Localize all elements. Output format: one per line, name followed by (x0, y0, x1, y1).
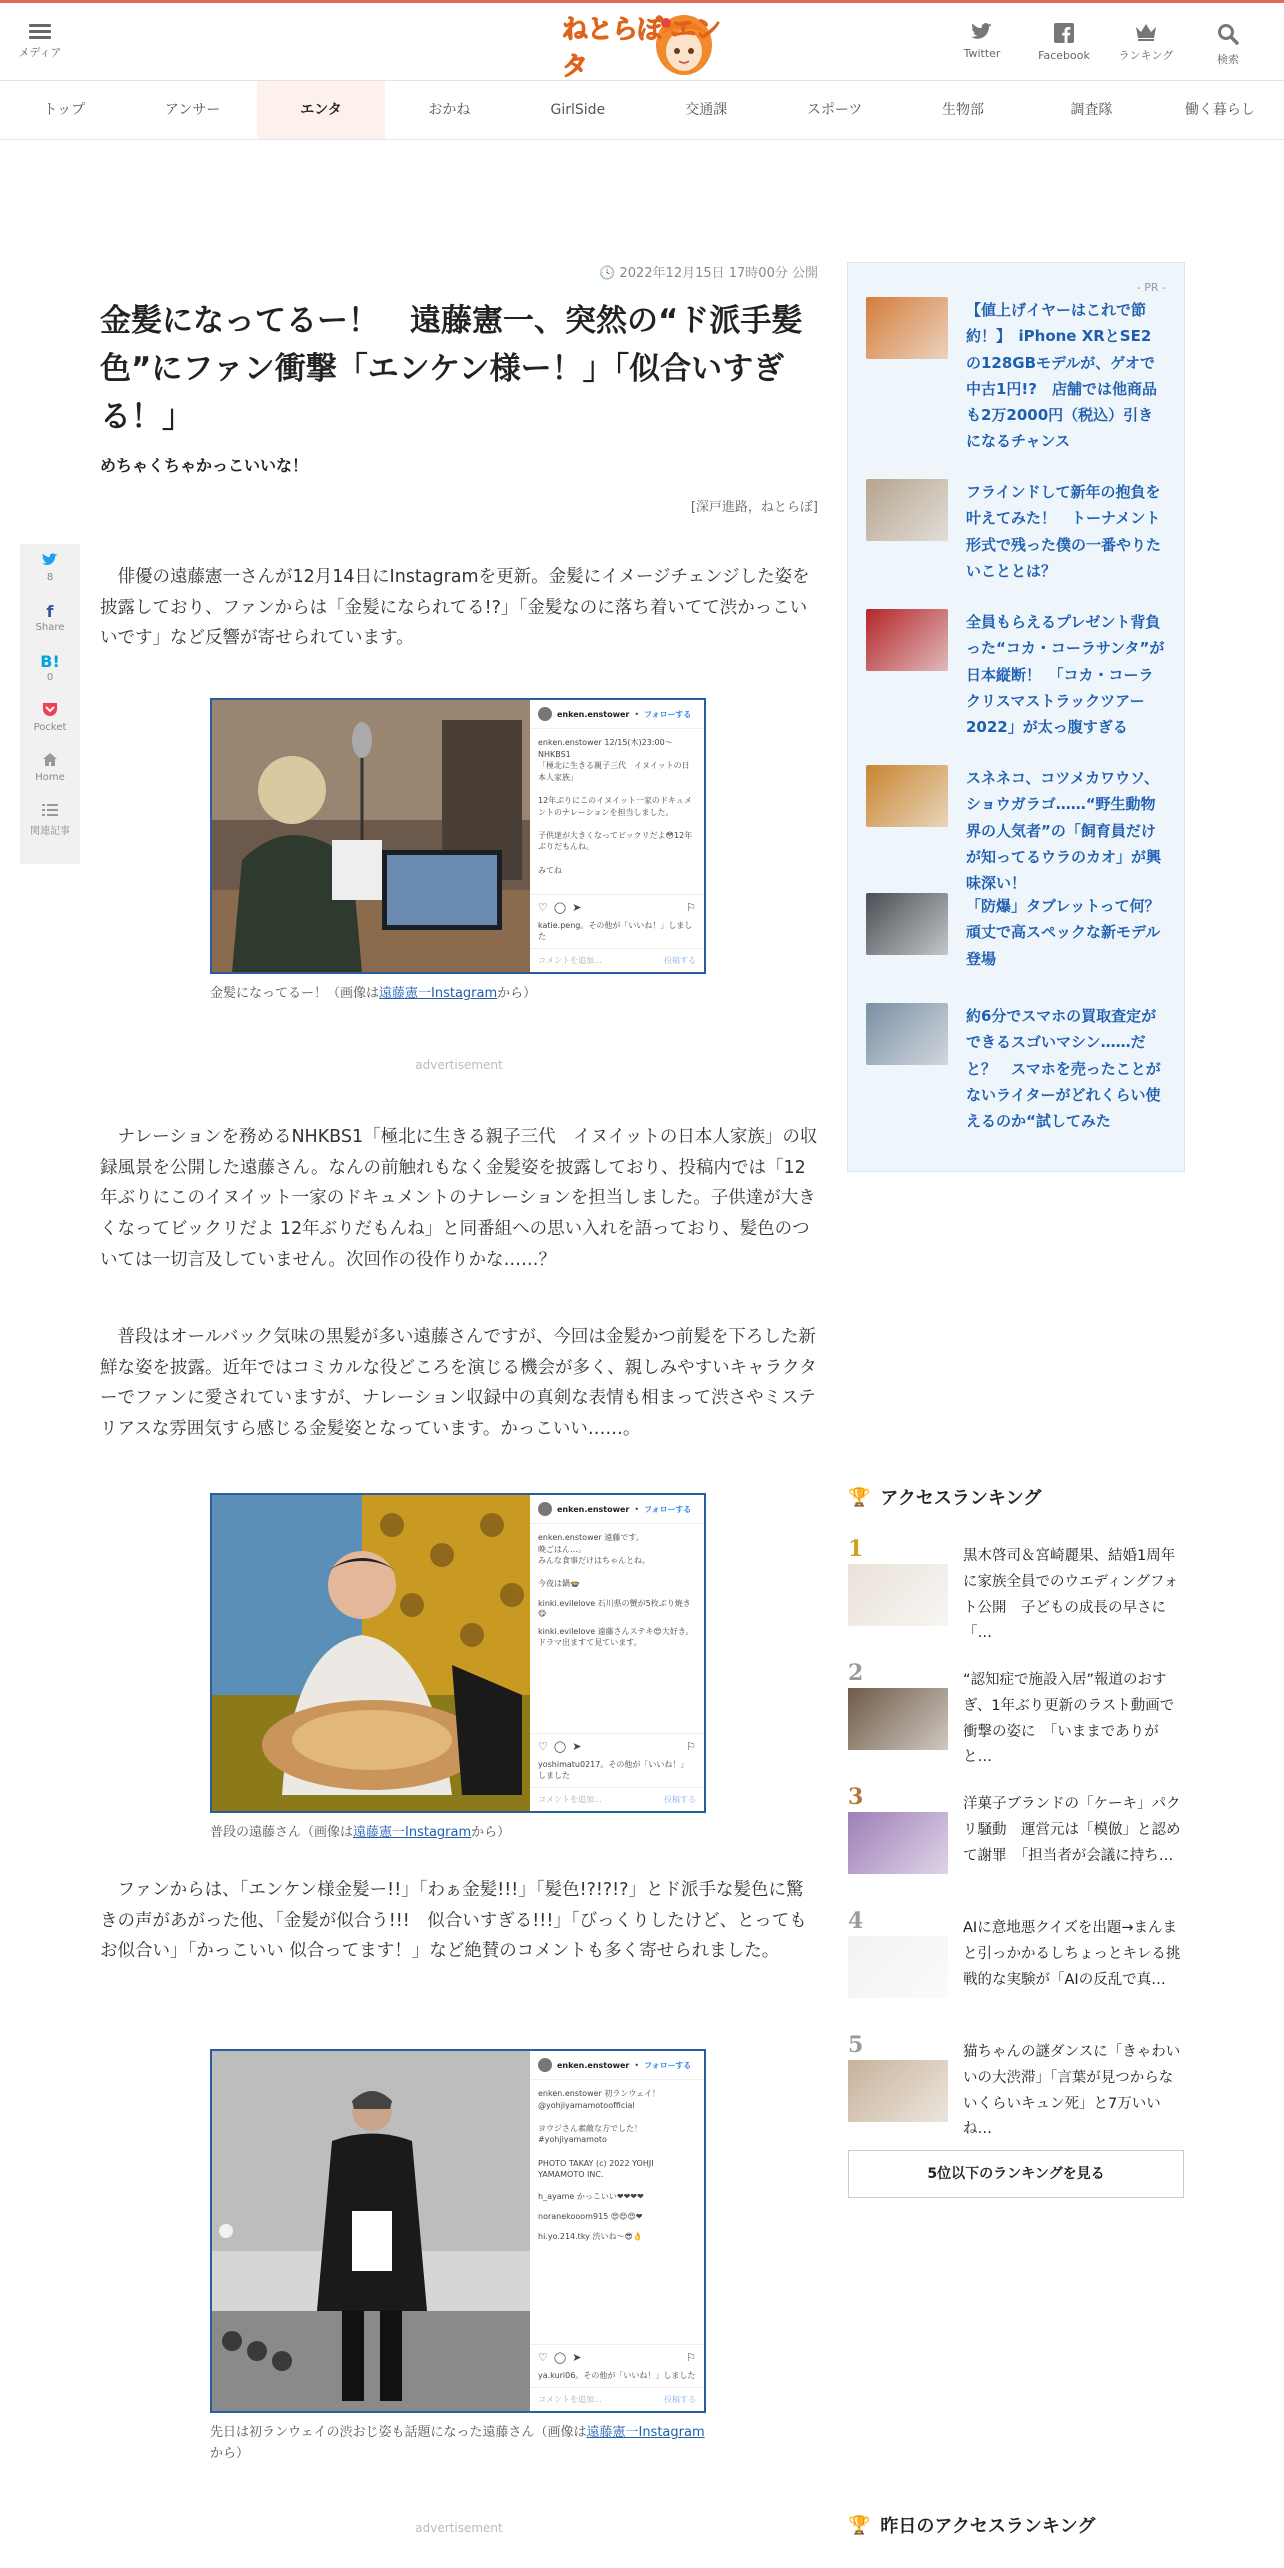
rank-number: 2 (848, 1660, 864, 1686)
comment-icon[interactable]: ◯ (553, 901, 567, 914)
nav-item-chousatai[interactable]: 調査隊 (1070, 102, 1113, 118)
advertisement-label: advertisement (415, 1058, 503, 1072)
header-search-button[interactable] (1190, 19, 1266, 67)
post-comment-button[interactable]: 投稿する (664, 1795, 696, 1804)
article-figure (210, 1493, 706, 1844)
list-icon (20, 794, 80, 822)
comment-input[interactable]: コメントを追加... (538, 1795, 602, 1804)
ranking-item[interactable] (848, 1660, 1188, 1771)
pr-sidebar (847, 262, 1185, 1172)
facebook-icon: f (46, 602, 54, 621)
twitter-share-count: 8 (46, 572, 54, 583)
ranking-item-title: “認知症で施設入居”報道のおすぎ、1年ぶり更新のラスト動画で衝撃の姿に 「いままでありがと… (963, 1672, 1175, 1766)
instagram-embed[interactable] (210, 1493, 706, 1813)
hatena-icon: B! (40, 652, 60, 671)
hamburger-icon (29, 24, 51, 39)
article-title: 金髪になってるー！ 遠藤憲一、突然の“ド派手髪色”にファン衝撃「エンケン様ー！」「似合いすぎる！」 (100, 303, 803, 436)
nav-item-hataraku[interactable]: 働く暮らし (1184, 102, 1255, 118)
ranking-thumbnail (848, 1936, 948, 1998)
facebook-label: Facebook (1038, 49, 1090, 62)
instagram-comment: h_ayame かっこいい❤❤❤❤ (538, 2191, 644, 2201)
media-menu-button[interactable] (16, 21, 64, 60)
instagram-actions (530, 2345, 704, 2370)
instagram-actions (530, 895, 704, 920)
related-articles-button[interactable] (20, 794, 80, 844)
share-icon[interactable]: ➤ (572, 1740, 582, 1753)
dinner-photo (212, 1495, 530, 1811)
article-paragraph: ファンからは、「エンケン様金髪ー!!」「わぁ金髪!!!」「髪色!?!?!?」とド派手な髪色に驚きの声があがった他、「金髪が似合う!!! 似合いすぎる!!!」「びっくりしたけど、とってもお似合い」「かっこいい 似合ってます！」など絶賛のコメントも多く寄せられました。 (100, 1880, 807, 1962)
ranking-item[interactable] (848, 1908, 1188, 1998)
bookmark-icon[interactable]: ⚐ (686, 1740, 696, 1753)
article-paragraph: ナレーションを務めるNHKBS1「極北に生きる親子三代 イヌイットの日本人家族」の収録風景を公開した遠藤さん。なんの前触れもなく金髪姿を披露しており、投稿内では「12年ぶりにこのイヌイット一家のドキュメントのナレーションを担当しました。子供達が大きくなってビックリだよ 12年ぶりだもんね」と同番組への思い入れを語っており、髪色のついては一切言及していません。次回作の役作りかな……？ (100, 1127, 818, 1270)
heart-icon[interactable]: ♡ (538, 901, 548, 914)
liked-by-text: ya.kuri06。その他が「いいね！」しました (538, 2371, 696, 2380)
instagram-comment: hi.yo.214.tky 渋いね〜😎👌 (538, 2231, 643, 2241)
pr-item[interactable] (866, 893, 1166, 972)
pr-thumbnail (866, 609, 948, 671)
access-ranking-heading (848, 1484, 1041, 1510)
related-label: 関連記事 (30, 826, 70, 837)
pr-thumbnail (866, 297, 948, 359)
instagram-username[interactable]: enken.enstower (557, 1504, 630, 1514)
bookmark-icon[interactable]: ⚐ (686, 2351, 696, 2364)
ranking-item-title: 猫ちゃんの謎ダンスに「きゃわいいの大渋滞」「言葉が見つからないくらいキュン死」と7万いいね… (963, 2044, 1181, 2138)
pr-item-title: 全員もらえるプレゼント背負った“コカ・コーラサンタ”が日本縦断！ 「コカ・コーラ クリスマストラックツアー2022」が太っ腹すぎる (966, 613, 1169, 736)
yesterday-ranking-title: 昨日のアクセスランキング (880, 2516, 1096, 2537)
instagram-post-text: enken.enstower 遠藤です。 晩ごはん…。 みんな食事だけはちゃんとね。 今夜は鍋🍲 (538, 1533, 650, 1589)
nav-item-enta[interactable]: エンタ (257, 81, 385, 139)
pr-item-title: スネネコ、コツメカワウソ、ショウガラゴ……“野生動物界の人気者”の「飼育員だけが知ってるウラのカオ」が興味深い！ (966, 769, 1162, 892)
rank-number: 1 (848, 1536, 864, 1562)
pr-item[interactable] (866, 609, 1169, 740)
facebook-icon (1054, 23, 1074, 43)
pr-item-title: 【値上げイヤーはこれで節約！】 iPhone XRとSE2の128GBモデルが、ゲオで中古1円!? 店舗では他商品も2万2000円（税込）引きになるチャンス (966, 301, 1157, 451)
site-logo[interactable] (556, 5, 736, 82)
home-label: Home (35, 772, 65, 783)
ranking-item-title: AIに意地悪クイズを出題→まんまと引っかかるしちょっとキレる挑戦的な実験が「AIの反乱で真… (963, 1920, 1181, 1988)
follow-button[interactable]: フォローする (644, 2060, 692, 2070)
search-icon (1217, 23, 1239, 45)
pr-item-title: 約6分でスマホの買取査定ができるスゴいマシン……だと？ スマホを売ったことがないライターがどれくらい使えるのか“試してみた (966, 1007, 1161, 1130)
facebook-share-label: Share (35, 622, 65, 633)
publish-date (100, 262, 818, 281)
trophy-icon: 🏆 (848, 2514, 871, 2536)
heart-icon[interactable]: ♡ (538, 1740, 548, 1753)
ranking-label: ランキング (1118, 49, 1174, 62)
instagram-link[interactable]: 遠藤憲一Instagram (353, 1825, 472, 1840)
figure-caption: 金髪になってるー！（画像は遠藤憲一Instagramから） (210, 986, 537, 1001)
ranking-thumbnail (848, 1812, 948, 1874)
rank-number: 4 (848, 1908, 864, 1934)
home-icon (20, 744, 80, 772)
ranking-item[interactable] (848, 1784, 1188, 1874)
header-facebook-button[interactable] (1026, 19, 1102, 67)
ranking-item-title: 黒木啓司＆宮崎麗果、結婚1周年に家族全員でのウエディングフォト公開 子どもの成長の早さに「… (963, 1548, 1179, 1642)
instagram-username[interactable]: enken.enstower (557, 709, 630, 719)
yesterday-ranking-heading (848, 2512, 1095, 2538)
share-icon[interactable]: ➤ (572, 2351, 582, 2364)
header-ranking-button[interactable] (1108, 19, 1184, 67)
pr-thumbnail (866, 479, 948, 541)
share-hatena-button[interactable] (20, 644, 80, 694)
instagram-comment: kinki.evilelove 遠藤さんステキ😍大好き。ドラマ出ますて見ています。 (538, 1626, 694, 1647)
article-paragraph: 普段はオールバック気味の黒髪が多い遠藤さんですが、今回は金髪かつ前髪を下ろした新鮮な姿を披露。近年ではコミカルな役どころを演じる機会が多く、親しみやすいキャラクターでファンに愛されていますが、ナレーション収録中の真剣な表情も相まって渋さやミステリアスな雰囲気すら感じる金髪姿となっています。かっこいい……。 (100, 1327, 817, 1439)
nav-item-girlside[interactable]: GirlSide (550, 102, 606, 118)
instagram-link[interactable]: 遠藤憲一Instagram (586, 2425, 705, 2440)
instagram-post-panel: enken.enstower • フォローする enken.enstower 遠藤です。 晩ごはん…。 みんな食事だけはちゃんとね。 今夜は鍋🍲 kinki.evilelove 石川県の蟹が5枚ぶり焼き😋 kinki.evilelove 遠藤さんステキ😍大好き。ドラマ出ますて見ています。 ♡ ◯ ➤ ⚐ yoshimatu0217。その他が「いいね！」しました コメントを追加... 投稿する (530, 1495, 704, 1811)
pocket-icon (20, 694, 80, 722)
pr-item[interactable] (866, 479, 1166, 584)
rank-number: 5 (848, 2032, 864, 2058)
pr-thumbnail (866, 765, 948, 827)
figure-caption: 先日は初ランウェイの渋おじ姿も話題になった遠藤さん（画像は遠藤憲一Instagramから） (210, 2425, 705, 2461)
logo-text: ねとらぼ エンタ (562, 15, 721, 82)
follow-button[interactable]: フォローする (644, 1504, 692, 1514)
category-nav (0, 81, 1284, 140)
instagram-post-panel: enken.enstower • フォローする enken.enstower 12/15(木)23:00〜 NHKBS1 「極北に生きる親子三代 イヌイットの日本人家族」 12年ぶりにこのイヌイット一家のドキュメントのナレーションを担当しました。 子供達が大きくなってビックリだよ😳12年ぶりだもんね。 みてね ♡ ◯ ➤ ⚐ katie.peng。その他が「いいね！」しました コメントを追加... 投稿する (530, 700, 704, 972)
article-paragraph: 俳優の遠藤憲一さんが12月14日にInstagramを更新。金髪にイメージチェンジした姿を披露しており、ファンからは「金髪になられてる!?」「金髪なのに落ち着いてて渋かっこいいです」など反響が寄せられています。 (100, 567, 810, 649)
pr-thumbnail (866, 1003, 948, 1065)
instagram-actions (530, 1734, 704, 1759)
instagram-post-text: enken.enstower 12/15(木)23:00〜 NHKBS1 「極北に生きる親子三代 イヌイットの日本人家族」 12年ぶりにこのイヌイット一家のドキュメントのナレーションを担当しました。 子供達が大きくなってビックリだよ😳12年ぶりだもんね。 みてね (538, 738, 693, 875)
home-button[interactable] (20, 744, 80, 794)
post-comment-button[interactable]: 投稿する (664, 956, 696, 965)
byline: [深戸進路，ねとらぼ] (690, 500, 818, 516)
hatena-count: 0 (46, 672, 54, 683)
post-comment-button[interactable]: 投稿する (664, 2395, 696, 2404)
trophy-icon: 🏆 (848, 1486, 871, 1508)
twitter-icon (971, 23, 993, 41)
ranking-item[interactable] (848, 2032, 1188, 2143)
site-header (0, 3, 1284, 81)
pocket-label: Pocket (33, 722, 67, 733)
instagram-link[interactable]: 遠藤憲一Instagram (379, 986, 498, 1001)
advertisement-label: advertisement (415, 2521, 503, 2535)
follow-button[interactable]: フォローする (644, 709, 692, 719)
nav-item-top[interactable]: トップ (43, 102, 85, 118)
share-bar (20, 544, 80, 864)
comment-icon[interactable]: ◯ (553, 2351, 567, 2364)
twitter-icon (20, 544, 80, 572)
ranking-thumbnail (848, 2060, 948, 2122)
nav-item-answer[interactable]: アンサー (164, 102, 221, 118)
rank-number: 3 (848, 1784, 864, 1810)
article-subtitle: めちゃくちゃかっこいいな！ (100, 456, 309, 476)
clock-icon: 🕓 (599, 266, 616, 281)
share-facebook-button[interactable] (20, 594, 80, 644)
instagram-comment: kinki.evilelove 石川県の蟹が5枚ぶり焼き😋 (538, 1598, 691, 1618)
comment-icon[interactable]: ◯ (553, 1740, 567, 1753)
pr-label: - PR - (1136, 281, 1166, 294)
studio-photo (212, 700, 530, 972)
liked-by-text: katie.peng。その他が「いいね！」しました (538, 921, 693, 941)
more-ranking-button[interactable]: 5位以下のランキングを見る (848, 2150, 1184, 2198)
share-pocket-button[interactable] (20, 694, 80, 744)
article-figure (210, 2049, 706, 2465)
ranking-item-title: 洋菓子ブランドの「ケーキ」パクリ騒動 運営元は「模倣」と認めて謝罪 「担当者が会議に持ち… (963, 1796, 1181, 1864)
article (100, 262, 818, 2535)
twitter-label: Twitter (963, 47, 1001, 60)
avatar (538, 1502, 552, 1516)
nav-item-seibutsubu[interactable]: 生物部 (942, 102, 985, 118)
search-label: 検索 (1217, 53, 1239, 66)
runway-photo (212, 2051, 530, 2411)
access-ranking-title: アクセスランキング (880, 1488, 1042, 1509)
header-twitter-button[interactable] (944, 19, 1020, 67)
ranking-thumbnail (848, 1564, 948, 1626)
pr-item-title: フラインドして新年の抱負を叶えてみた！ トーナメント形式で残った僕の一番やりたいこととは？ (966, 483, 1162, 580)
share-twitter-button[interactable] (20, 544, 80, 594)
ranking-thumbnail (848, 1688, 948, 1750)
instagram-comment: noranekooom915 😍😍😍❤ (538, 2211, 643, 2221)
comment-input[interactable]: コメントを追加... (538, 2395, 602, 2404)
comment-input[interactable]: コメントを追加... (538, 956, 602, 965)
ranking-item[interactable] (848, 1536, 1188, 1647)
pr-item[interactable] (866, 1003, 1166, 1134)
instagram-embed[interactable] (210, 698, 706, 974)
pr-item-title: 「防爆」タブレットって何？頑丈で高スペックな新モデル登場 (966, 897, 1161, 968)
ranking-crown-icon (1134, 23, 1158, 41)
pr-item[interactable] (866, 765, 1166, 896)
liked-by-text: yoshimatu0217。その他が「いいね！」しました (538, 1760, 689, 1780)
bookmark-icon[interactable]: ⚐ (686, 901, 696, 914)
article-figure (210, 698, 706, 1005)
instagram-post-text: enken.enstower 初ランウェイ！@yohjiyamamotoofficial ヨウジさん素敵な方でした！ #yohjiyamamoto PHOTO TAKAY (c) 2022 YOHJI YAMAMOTO INC. (538, 2089, 661, 2180)
heart-icon[interactable]: ♡ (538, 2351, 548, 2364)
publish-date-text: 2022年12月15日 17時00分 公開 (619, 266, 818, 281)
nav-item-sports[interactable]: スポーツ (806, 102, 863, 118)
nav-item-okane[interactable]: おかね (428, 102, 471, 118)
pr-thumbnail (866, 893, 948, 955)
header-icons (944, 19, 1266, 67)
figure-caption: 普段の遠藤さん（画像は遠藤憲一Instagramから） (210, 1825, 511, 1840)
nav-item-koutsuka[interactable]: 交通課 (685, 102, 728, 118)
instagram-post-panel: enken.enstower • フォローする enken.enstower 初ランウェイ！@yohjiyamamotoofficial ヨウジさん素敵な方でした！ #yohjiyamamoto PHOTO TAKAY (c) 2022 YOHJI YAMAMOTO INC. h_ayame かっこいい❤❤❤❤ noranekooom915 😍😍😍❤ hi.yo.214.tky 渋いね〜😎👌 ♡ ◯ ➤ ⚐ ya.kuri06。その他が「いいね！」しました コメントを追加... 投稿する (530, 2051, 704, 2411)
instagram-username[interactable]: enken.enstower (557, 2060, 630, 2070)
avatar (538, 707, 552, 721)
share-icon[interactable]: ➤ (572, 901, 582, 914)
pr-item[interactable] (866, 297, 1166, 455)
avatar (538, 2058, 552, 2072)
media-menu-label: メディア (18, 46, 62, 59)
instagram-embed[interactable] (210, 2049, 706, 2413)
